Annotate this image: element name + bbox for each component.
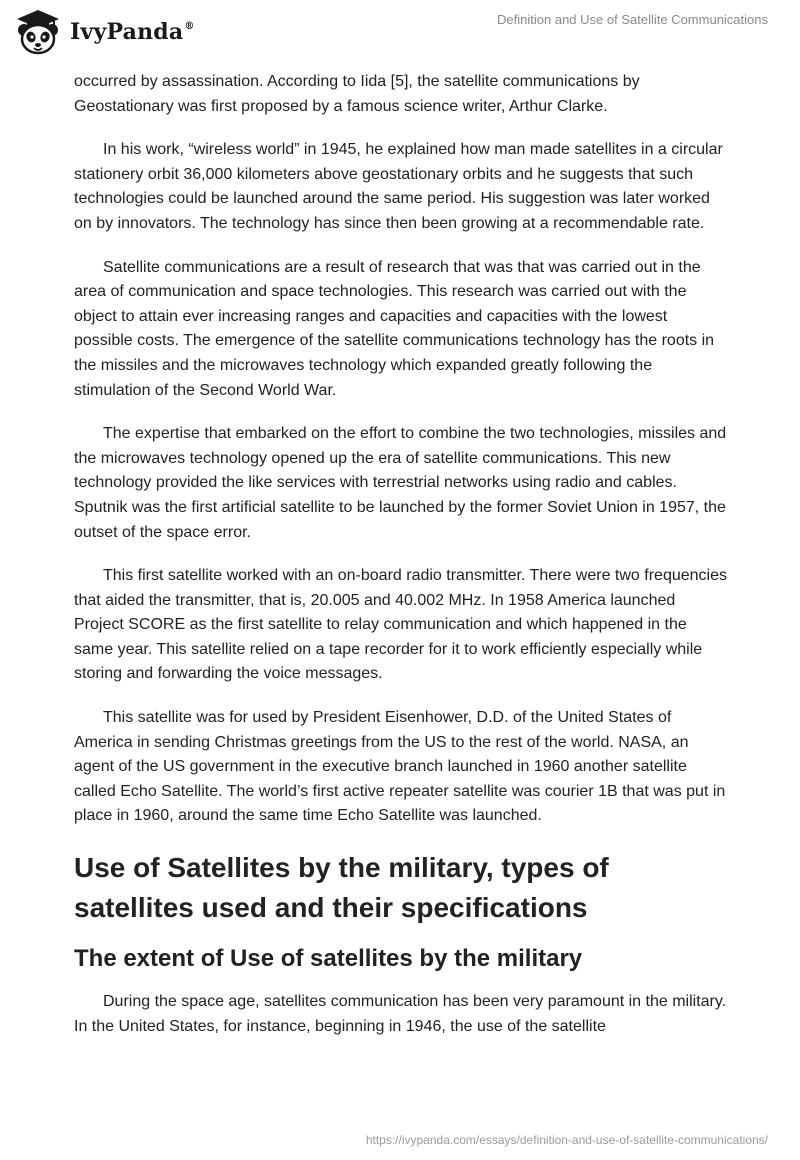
brand-name: IvyPanda®	[70, 19, 195, 45]
source-url[interactable]: https://ivypanda.com/essays/definition-and-use-of-satellite-communications/	[365, 1133, 768, 1147]
paragraph: This first satellite worked with an on-board radio transmitter. There were two frequencies that aided the transmitter, that is, 20.005 and 40.002 MHz. In 1958 America launched Project SCORE as the first satellite to relay communication and which happened in the same year. This satellite relied on a tape recorder for it to work efficiently especially while storing and forwarding the voice messages.	[74, 567, 727, 683]
ivypanda-logo[interactable]	[14, 8, 195, 56]
paragraph: During the space age, satellites communication has been very paramount in the military. In the United States, for instance, beginning in 1946, the use of the satellite	[74, 993, 727, 1035]
document-title: Definition and Use of Satellite Communications	[497, 12, 768, 27]
paragraph: In his work, “wireless world” in 1945, he explained how man made satellites in a circular stationery orbit 36,000 kilometers above geostationary orbits and he suggests that such technologies could be launched around the same period. His suggestion was later worked on by innovators. The technology has since then been growing at a recommendable rate.	[74, 141, 723, 232]
subsection-heading: The extent of Use of satellites by the military	[74, 945, 583, 973]
paragraph: This satellite was for used by President Eisenhower, D.D. of the United States of America in sending Christmas greetings from the US to the rest of the world. NASA, an agent of the US government in the executive branch launched in 1960 another satellite called Echo Satellite. The world’s first active repeater satellite was courier 1B that was put in place in 1960, around the same time Echo Satellite was launched.	[74, 709, 726, 825]
page-header	[0, 0, 800, 70]
paragraph: The expertise that embarked on the effort to combine the two technologies, missiles and the microwaves technology opened up the era of satellite communications. This new technology provided the like services with terrestrial networks using radio and cables. Sputnik was the first artificial satellite to be launched by the former Soviet Union in 1957, the outset of the space error.	[74, 425, 727, 541]
paragraph: occurred by assassination. According to Iida [5], the satellite communications by Geostationary was first proposed by a famous science writer, Arthur Clarke.	[74, 73, 640, 115]
section-heading: Use of Satellites by the military, types of satellites used and their specifications	[74, 852, 609, 924]
paragraph: Satellite communications are a result of research that was that was carried out in the area of communication and space technologies. This research was carried out with the object to attain ever increasing ranges and capacities and capacities with the lowest possible costs. The emergence of the satellite communications technology has the roots in the missiles and the microwaves technology which expanded greatly following the stimulation of the Second World War.	[74, 258, 715, 399]
essay-body	[74, 70, 728, 1058]
panda-graduate-icon	[14, 8, 62, 56]
